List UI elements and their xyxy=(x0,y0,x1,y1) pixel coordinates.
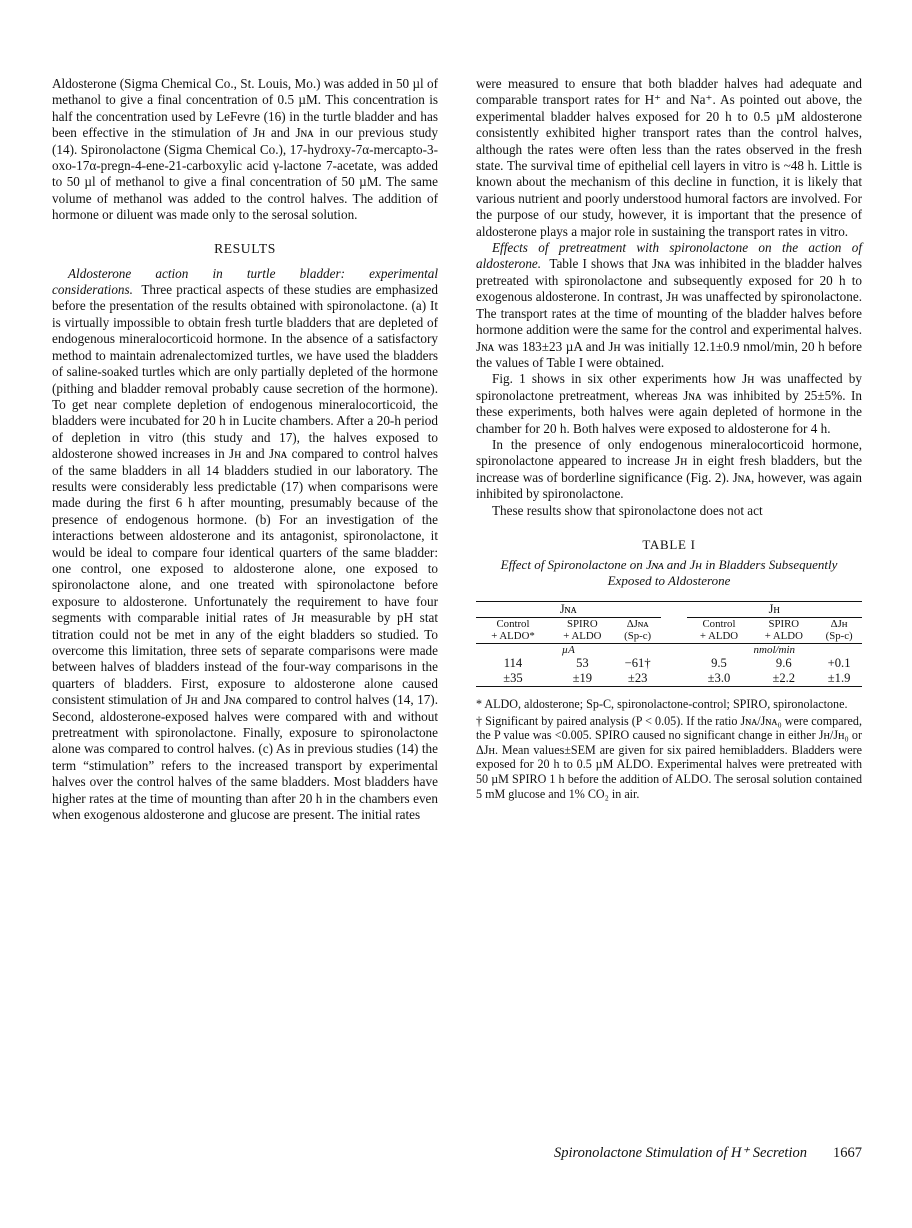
col-header-line2: (Sp-c) xyxy=(825,630,853,643)
effects-subheading: Effects of pretreatment with spironolactone on the action of aldosterone. xyxy=(476,240,862,272)
section-heading-results: RESULTS xyxy=(214,240,276,256)
table-spacer xyxy=(661,601,687,617)
footnote-abbreviations: * ALDO, aldosterone; Sp-C, spironolactone-control; SPIRO, spironolactone. xyxy=(476,696,848,711)
table-i xyxy=(476,537,862,801)
left-column xyxy=(52,76,438,823)
page-number: 1667 xyxy=(833,1145,862,1161)
group-header-jh: Jʜ xyxy=(687,601,862,617)
units-microamp: µA xyxy=(476,643,661,656)
cell-sem-spiro-aldo-h: ±2.2 xyxy=(751,671,816,687)
col-header-control-aldo-h xyxy=(687,617,752,643)
cell-control-aldo-h: 9.5 xyxy=(711,655,727,670)
paragraph-continued: were measured to ensure that both bladder halves had adequate and comparable transport rates for H⁺ and Na⁺. As pointed out above, the experimental bladder halves exposed for 20 h to 0.5 µM aldosterone consistently exhibited higher transport rates than the control halves, although the rates were often less than the rates observed in the fresh state. The survival time of epithelial cell layers in vitro is ~48 h. Little is known about the mechanism of this decline in function, it is likely that various nutrient and poorly understood humoral factors are involved. For the purpose of our study, however, it is important that the presence of aldosterone plays a major role in sustaining the transport rates in vitro. xyxy=(476,76,862,239)
table-row xyxy=(476,656,862,671)
table-spacer xyxy=(661,617,687,643)
col-header-line1: SPIRO xyxy=(768,617,800,630)
running-head: Spironolactone Stimulation of H⁺ Secretion xyxy=(553,1145,807,1161)
cell-spiro-aldo-na: 53 xyxy=(576,655,589,670)
footnote-significance: † Significant by paired analysis (P < 0.05). If the ratio Jɴᴀ/Jɴᴀ₀ were compared, the P value was <0.005. SPIRO caused no significant change in either Jʜ/Jʜ₀ or ΔJʜ. Mean values±SEM are given for six paired hemibladders. Bladders were exposed for 20 h to 0.5 µM ALDO. Experimental halves were pretreated with 50 µM SPIRO 1 h before the addition of ALDO. The serosal solution contained 5 mM glucose and 1% CO₂ in air. xyxy=(476,713,862,801)
cell-sem-delta-jh: ±1.9 xyxy=(816,671,862,687)
paragraph-conclusion: These results show that spironolactone does not act xyxy=(492,502,763,518)
col-header-delta-jna xyxy=(615,617,661,643)
col-header-line1: Control xyxy=(702,617,736,630)
col-header-line1: Control xyxy=(496,617,530,630)
col-header-line2: + ALDO xyxy=(699,630,739,643)
paragraph-methods: Aldosterone (Sigma Chemical Co., St. Louis, Mo.) was added in 50 µl of methanol to give a final concentration of 0.5 µM. This concentration is half the concentration used by LeFevre (16) in the turtle bladder and has been effective in the stimulation of Jʜ and Jɴᴀ in our previous study (14). Spironolactone (Sigma Chemical Co.), 17-hydroxy-7α-mercapto-3-oxo-17α-pregn-4-ene-21-carboxylic acid γ-lactone 7-acetate, was added to 50 µl of methanol to give a final concentration of 50 µM. The same volume of methanol was added to the control halves. The addition of hormone or diluent was made only to the serosal solution. xyxy=(52,76,438,223)
table-group-header-row xyxy=(476,601,862,617)
table-caption: Effect of Spironolactone on Jɴᴀ and Jʜ in Bladders Subsequently Exposed to Aldosterone xyxy=(500,556,838,588)
table-spacer xyxy=(661,671,687,687)
col-header-control-aldo-na xyxy=(476,617,550,643)
group-header-jna: Jɴᴀ xyxy=(476,601,661,617)
cell-sem-control-aldo-h: ±3.0 xyxy=(687,671,752,687)
cell-delta-jna: −61† xyxy=(624,655,651,670)
paragraph-fig2: In the presence of only endogenous mineralocorticoid hormone, spironolactone appeared to increase Jʜ in eight fresh bladders, but the increase was of borderline significance (Fig. 2). Jɴᴀ, however, was again inhibited by spironolactone. xyxy=(476,436,862,502)
col-header-line1: ΔJʜ xyxy=(830,617,848,630)
right-column xyxy=(476,76,862,823)
table-label: TABLE I xyxy=(642,536,696,552)
paragraph-fig1: Fig. 1 shows in six other experiments how Jʜ was unaffected by spironolactone pretreatment, whereas Jɴᴀ was inhibited by 25±5%. In these experiments, both halves were again depleted of hormone in the chamber for 20 h. Both halves were exposed to aldosterone for 4 h. xyxy=(476,371,862,436)
units-nmolmin: nmol/min xyxy=(687,643,862,656)
table-spacer xyxy=(661,643,687,656)
results-subheading: Aldosterone action in turtle bladder: experimental considerations. xyxy=(52,265,438,298)
page-footer xyxy=(52,1145,862,1162)
cell-sem-spiro-aldo-na: ±19 xyxy=(550,671,615,687)
cell-sem-delta-jna: ±23 xyxy=(615,671,661,687)
table-row xyxy=(476,671,862,687)
col-header-line2: (Sp-c) xyxy=(624,630,652,643)
col-header-spiro-aldo-h xyxy=(751,617,816,643)
table-data xyxy=(476,601,862,687)
table-units-row xyxy=(476,643,862,656)
two-column-body xyxy=(52,76,862,823)
col-header-delta-jh xyxy=(816,617,862,643)
cell-delta-jh: +0.1 xyxy=(827,655,851,670)
table-spacer xyxy=(661,656,687,671)
cell-sem-control-aldo-na: ±35 xyxy=(476,671,550,687)
col-header-spiro-aldo-na xyxy=(550,617,615,643)
results-body-text: Three practical aspects of these studies are emphasized before the presentation of the results obtained with spironolactone. (a) It is virtually impossible to obtain fresh turtle bladders that are depleted of endogenous mineralocorticoid hormone. In the absence of a satisfactory method to maintain adrenalectomized turtles, we have used the bladders of saline-soaked turtles which are only partially depleted of the hormone (pithing and bladder removal probably cause secretion of the hormone). To get near complete depletion of endogenous mineralocorticoid, the bladders were incubated for 20 h in Lucite chambers. After a 20-h period of depletion in vitro (this study and 17), the halves exposed to aldosterone showed increases in Jʜ and Jɴᴀ compared to control halves of the same bladders in all 14 bladders studied in our laboratory. The results were considerably less predictable (17) when comparisons were made during the first 6 h after mounting, presumably because of the presence of endogenous hormone. (b) For an investigation of the interactions between aldosterone and its antagonist, spironolactone, it would be ideal to compare four identical quarters of the same bladder: one control, one exposed to aldosterone alone, one exposed to spironolactone alone, and one treated with spironolactone before exposure to aldosterone. Unfortunately the requirement to have four segments with comparable initial rates of Jʜ measurable by pH stat titration could not be met in any of the eight bladders so studied. To overcome this limitation, three sets of separate comparisons were made between halves of bladders instead of the four-way comparisons in the quarters of bladders. First, exposure to aldosterone alone caused consistent stimulation of Jʜ and Jɴᴀ compared to control halves (14, 17). Second, aldosterone-exposed halves were compared with and without pretreatment with spironolactone. Finally, exposure to spironolactone alone was compared to control halves. (c) As in previous studies (14) the term “stimulation” refers to the increased transport by experimental halves over the control halves of the same bladders. Most bladders have higher rates at the time of mounting than after 20 h in the chambers even when exogenous aldosterone and glucose are present. The initial rates xyxy=(52,282,438,823)
col-header-line2: + ALDO xyxy=(764,630,803,643)
cell-spiro-aldo-h: 9.6 xyxy=(775,655,792,670)
table-column-header-row xyxy=(476,617,862,643)
cell-control-aldo-na: 114 xyxy=(503,655,523,670)
effects-body-text: Table I shows that Jɴᴀ was inhibited in the bladder halves pretreated with spironolactone and subsequently exposed for 20 h to exogenous aldosterone. In contrast, Jʜ was unaffected by spironolactone. The transport rates at the time of mounting of the bladder halves before hormone addition were the same for the control and experimental halves. Jɴᴀ was 183±23 µA and Jʜ was initially 12.1±0.9 nmol/min, 20 h before the values of Table I were obtained. xyxy=(476,256,862,370)
col-header-line1: ΔJɴᴀ xyxy=(626,617,649,630)
table-footnotes xyxy=(476,697,862,801)
paragraph-results-lead xyxy=(52,266,438,824)
col-header-line2: + ALDO xyxy=(563,630,602,643)
paragraph-spironolactone-effects xyxy=(476,240,862,371)
col-header-line1: SPIRO xyxy=(567,617,598,630)
col-header-line2: + ALDO* xyxy=(491,630,535,643)
